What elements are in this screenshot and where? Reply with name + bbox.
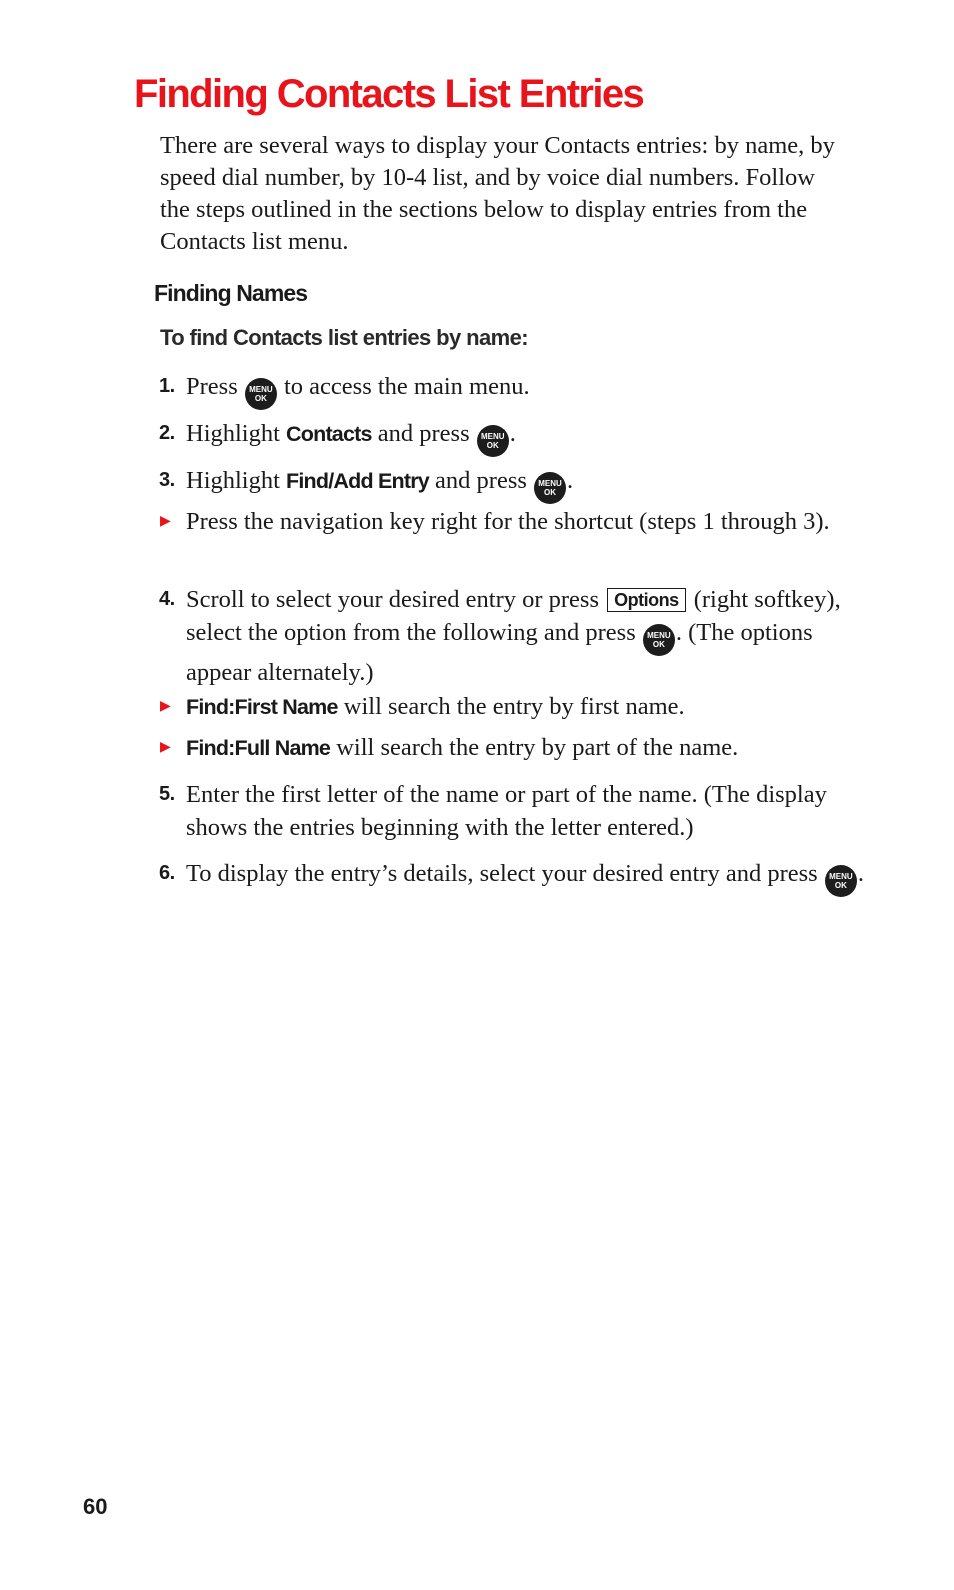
menu-item-keyword: Find/Add Entry: [286, 469, 429, 493]
options-softkey-label: Options: [607, 588, 686, 612]
bullet-text: will search the entry by first name.: [343, 693, 685, 720]
procedure-lead: To find Contacts list entries by name:: [160, 325, 528, 350]
menu-ok-key-icon: MENU OK: [245, 378, 277, 410]
bullet-arrow-icon: ▶: [160, 740, 171, 755]
menu-item-keyword: Contacts: [286, 422, 372, 446]
bullet-full-name: [160, 731, 866, 765]
option-keyword: Find:Full Name: [186, 736, 331, 760]
menu-ok-key-icon: MENU OK: [825, 865, 857, 897]
section-heading: Finding Names: [154, 280, 308, 306]
bullet-arrow-icon: ▶: [160, 514, 171, 529]
bullet-first-name: [160, 690, 866, 724]
step-punct: .: [857, 860, 864, 887]
step-2: [159, 417, 866, 457]
page-number: 60: [83, 1494, 108, 1519]
bullet-arrow-icon: ▶: [160, 699, 171, 714]
step-text: to access the main menu.: [283, 373, 530, 400]
page-title: Finding Contacts List Entries: [134, 72, 644, 116]
step-text: Press: [186, 373, 238, 400]
menu-ok-key-icon: MENU OK: [643, 624, 675, 656]
step-punct: .: [509, 420, 516, 447]
step-text: Highlight: [186, 467, 280, 494]
option-keyword: Find:First Name: [186, 695, 338, 719]
step-number: 6.: [159, 862, 175, 884]
step-text: Scroll to select your desired entry or press: [186, 586, 599, 613]
step-text: and press: [435, 467, 527, 494]
step-1: [159, 370, 866, 410]
step-text: To display the entry’s details, select your desired entry and press: [186, 860, 818, 887]
step-number: 1.: [159, 375, 175, 397]
step-3: [159, 464, 866, 504]
step-number: 4.: [159, 588, 175, 610]
step-number: 2.: [159, 422, 175, 444]
step-text: (right softkey), select the option from the following and press: [186, 586, 841, 646]
bullet-text: Press the navigation key right for the shortcut (steps 1 through 3).: [186, 508, 830, 535]
step-number: 5.: [159, 783, 175, 805]
step-punct: .: [567, 467, 574, 494]
intro-paragraph: There are several ways to display your Contacts entries: by name, by speed dial number, by 10-4 list, and by voice dial numbers. Follow the steps outlined in the sections below to display entries from the Contacts list menu.: [160, 132, 835, 255]
step-6: [159, 857, 866, 897]
step-text: Enter the first letter of the name or part of the name. (The display shows the entries beginning with the letter entered.): [186, 781, 827, 841]
step-text: . (The options appear alternately.): [186, 619, 813, 686]
step-text: Highlight: [186, 420, 280, 447]
menu-ok-key-icon: MENU OK: [477, 425, 509, 457]
bullet-shortcut: [160, 505, 866, 538]
step-text: and press: [377, 420, 470, 447]
step-5: [159, 778, 856, 844]
menu-ok-key-icon: MENU OK: [534, 472, 566, 504]
step-number: 3.: [159, 469, 175, 491]
bullet-text: will search the entry by part of the name.: [336, 734, 739, 761]
step-4: [159, 583, 866, 689]
